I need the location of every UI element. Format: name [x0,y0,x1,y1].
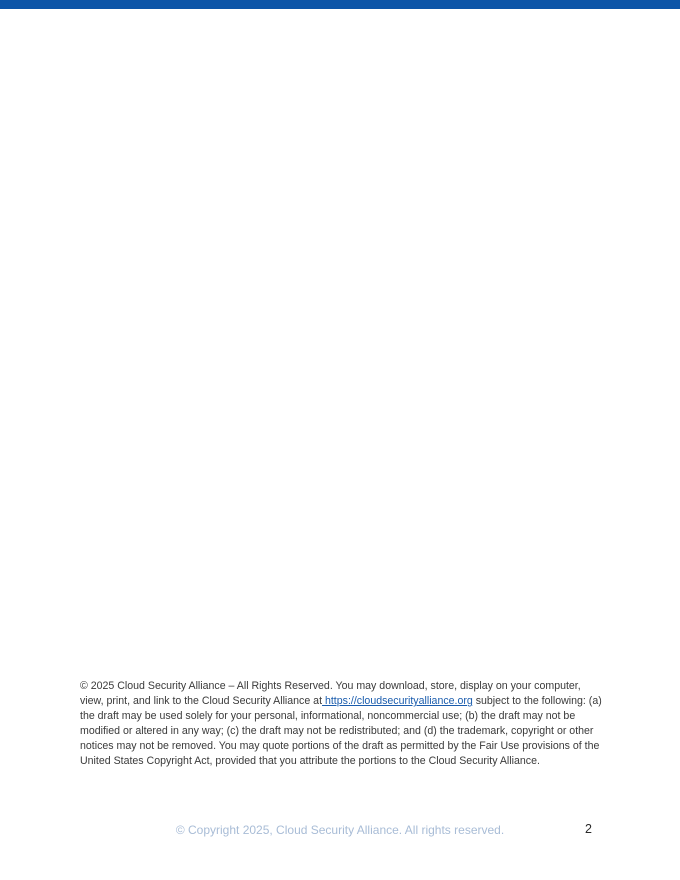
footer-copyright: © Copyright 2025, Cloud Security Alliance. All rights reserved. [175,823,505,837]
copyright-notice [80,679,604,769]
csa-website-link[interactable]: https://cloudsecurityalliance.org [322,695,473,707]
page-number: 2 [585,822,592,836]
header-accent-bar [0,0,680,9]
copyright-notice-text-start: © 2025 Cloud Security Alliance – All Rights Reserved. You may download, store, display on your computer, view, print, and link to the Cloud Security Alliance at [80,680,581,707]
copyright-notice-text-end: subject to the following: (a) the draft may be used solely for your personal, informational, noncommercial use; (b) the draft may not be modified or altered in any way; (c) the draft may not be redistributed; and (d) the trademark, copyright or other notices may not be removed. You may quote portions of the draft as permitted by the Fair Use provisions of the United States Copyright Act, provided that you attribute the portions to the Cloud Security Alliance. [80,695,602,767]
